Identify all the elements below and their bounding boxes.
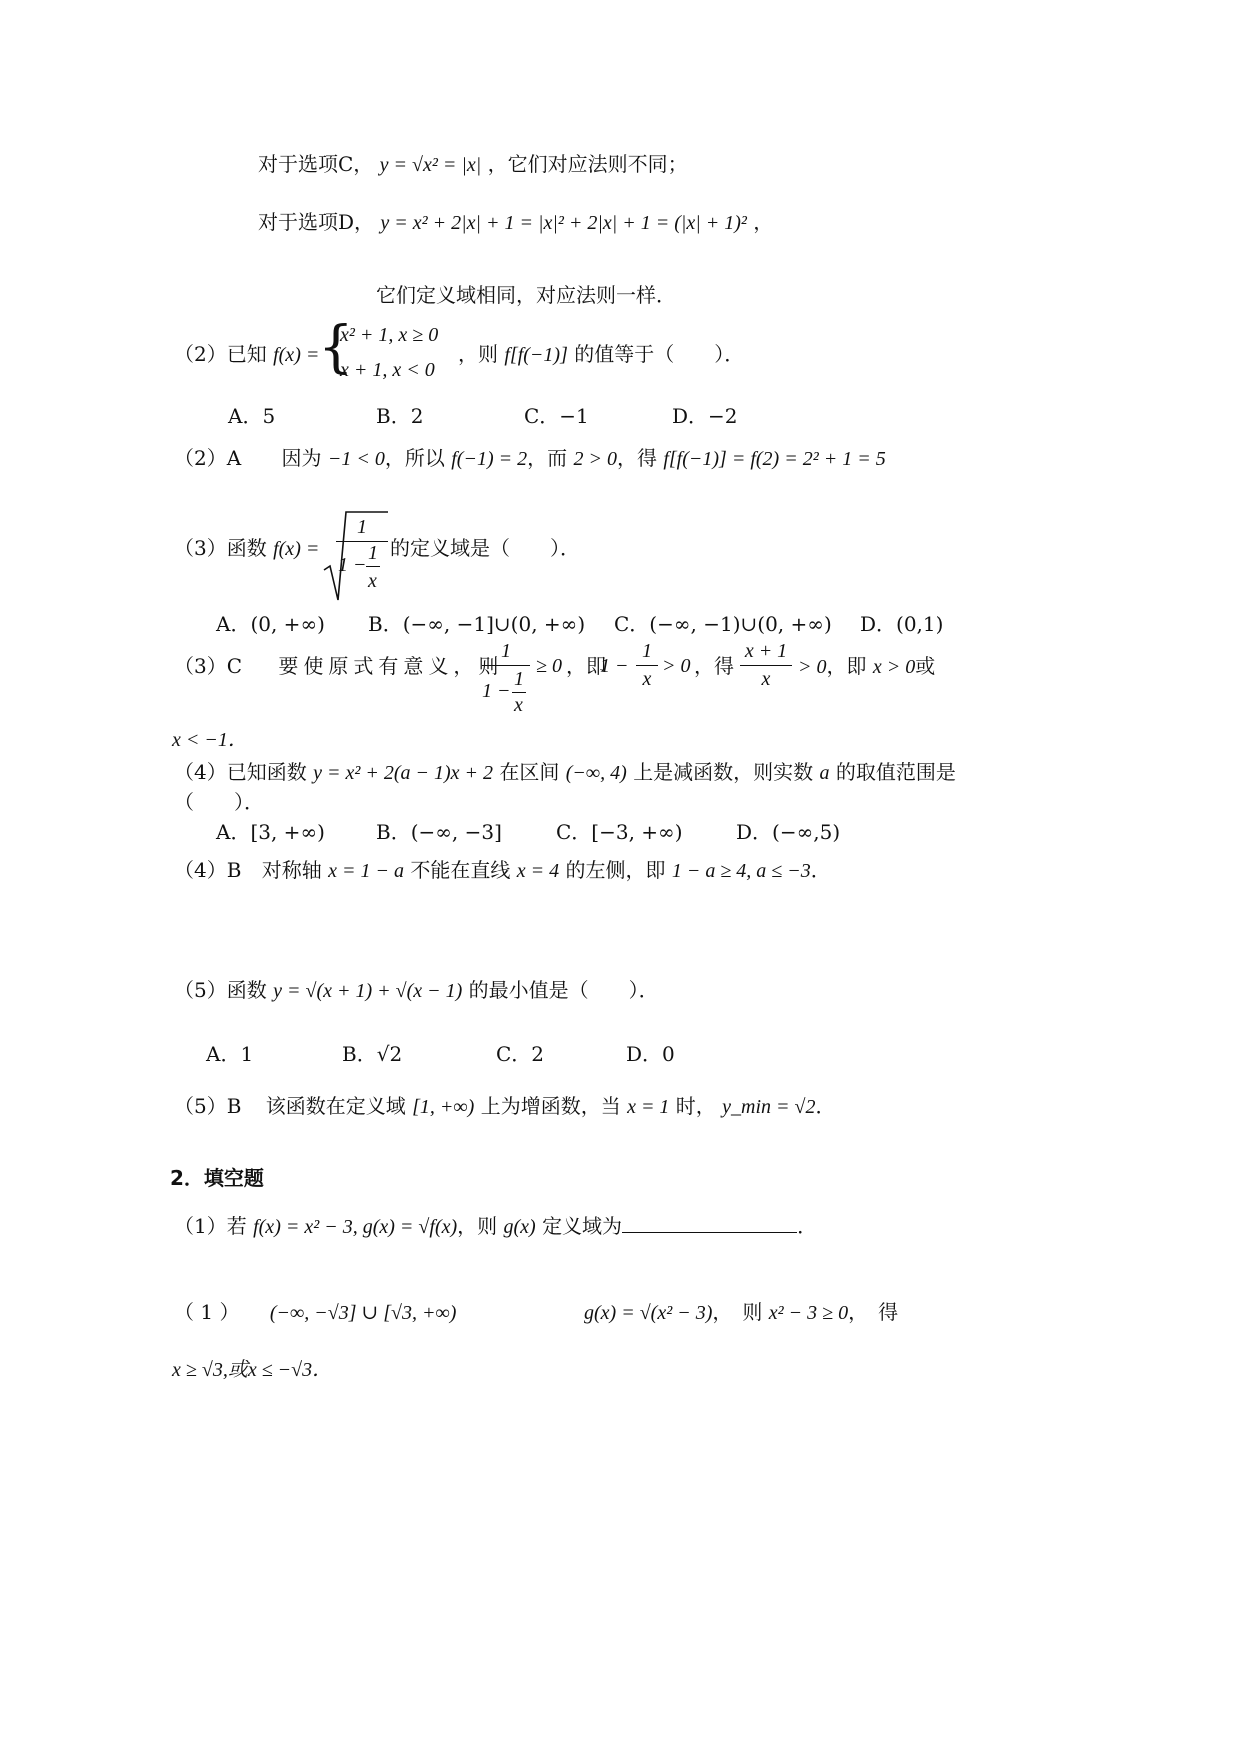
numerator: 1 [642,640,652,662]
question-4-answer [174,858,831,883]
numerator: 1 [357,516,367,538]
math-expression: −1 < 0 [327,448,385,470]
question-3-suffix: 的定义域是（ ）． [390,536,580,560]
piecewise-brace: { [318,315,354,380]
question-4-paren: （ ）． [174,790,264,814]
option-a: A．1 [206,1042,254,1066]
text: ， [753,210,774,234]
math-expression: y = x² + 2(a − 1)x + 2 [313,762,494,784]
text: 在区间 [499,760,560,784]
answer-blank [622,1212,797,1233]
math-expression: x = 1 [627,1096,670,1118]
text: （3）函数 [174,536,267,560]
text: ，则 [457,1214,498,1238]
numerator: x + 1 [744,640,788,662]
piecewise-case-1: x² + 1, x ≥ 0 [340,324,439,346]
question-2-prefix [174,342,319,367]
text: （1）若 [174,1214,247,1238]
denominator: x [761,668,771,690]
option-c: C．2 [496,1042,545,1066]
math-variable: a [819,762,830,784]
text: （5）函数 [174,978,267,1002]
answer-label: （3）C [174,654,243,678]
math-expression: > 0 [798,656,827,678]
option-d: D．0 [626,1042,675,1066]
denominator: x [642,668,652,690]
math-expression: f(x) = x² − 3, g(x) = √f(x) [253,1216,458,1238]
question-4 [174,760,956,785]
math-expression: y = x² + 2|x| + 1 = |x|² + 2|x| + 1 = (|x| + 1)² [380,212,747,234]
text: 要使原式有意义，则 [278,654,504,678]
math-expression: f[f(−1)] = f(2) = 2² + 1 = 5 [663,448,886,470]
text: 或 [915,654,936,678]
text: 的左侧，即 [565,858,666,882]
fill-answer-1-continued: x ≥ √3,或x ≤ −√3． [172,1359,333,1381]
option-d: D．(−∞,5) [736,820,841,844]
math-expression: > 0 [662,655,691,677]
math-expression: g(x) [503,1216,536,1238]
math-expression: [1, +∞) [412,1096,475,1118]
question-3-fraction [336,516,388,594]
fill-question-1 [174,1212,817,1239]
text: ． [815,1094,836,1118]
question-2-options [228,400,1028,426]
math-expression: x = 1 − a [328,860,405,882]
math-expression: 1 − a ≥ 4, a ≤ −3 [671,860,811,882]
option-c: C．−1 [524,404,589,428]
option-b: B．(−∞, −1]∪(0, +∞) [368,612,586,636]
text: ． [797,1214,818,1238]
inner-numerator: 1 [368,542,378,564]
option-d: D．−2 [672,404,738,428]
text: 因为 [281,446,322,470]
question-5 [174,978,659,1003]
math-expression: f(x) = [273,538,320,560]
question-3-answer-fraction-2 [636,640,658,691]
text: ， 得 [848,1300,899,1324]
math-expression: x = 4 [516,860,560,882]
text: ． [810,858,831,882]
text: 上是减函数，则实数 [633,760,814,784]
math-expression: y = √(x + 1) + √(x − 1) [273,980,463,1002]
option-a: A．[3, +∞) [216,820,325,844]
question-3-answer [174,654,503,678]
option-b: B．(−∞, −3] [376,820,502,844]
option-d-conclusion: 它们定义域相同，对应法则一样． [376,283,676,307]
math-expression: x > 0 [872,656,916,678]
math-expression: ≥ 0 [536,655,562,677]
text: （2）已知 [174,342,267,366]
math-expression: f(x) = [273,344,320,366]
text: ，而 [527,446,568,470]
question-2-suffix [458,342,744,367]
question-3-answer-tail [798,654,935,679]
text: ，得 [694,654,734,678]
text: （4）已知函数 [174,760,307,784]
option-c: C．(−∞, −1)∪(0, +∞) [614,612,832,636]
option-b: B．2 [376,404,424,428]
question-3-answer-fraction-3 [740,640,792,691]
math-expression: y_min = √2 [722,1096,816,1118]
text: 该函数在定义域 [265,1094,406,1118]
math-expression: x² − 3 ≥ 0 [768,1302,849,1324]
text: 的最小值是（ ）． [468,978,659,1002]
math-expression: y = √x² = |x| [379,154,482,176]
text: ， 则 [712,1300,763,1324]
denominator: 1 − [482,680,511,702]
question-3-prefix [174,536,319,561]
text: 时， [675,1094,716,1118]
question-2-answer [174,446,886,471]
math-expression: f[f(−1)] [504,344,568,366]
text: ，它们对应法则不同； [487,152,688,176]
text: ，则 [458,342,498,366]
answer-label: （2）A [174,446,242,470]
text: ，得 [616,446,657,470]
denominator: 1 − 1 x [338,542,378,592]
option-d-analysis [258,210,773,235]
math-expression: g(x) = √(x² − 3) [584,1302,713,1324]
inner-denominator: x [368,570,377,592]
inner-denominator: x [514,694,523,716]
option-a: A．5 [228,404,276,428]
answer-label: （ 1 ） [174,1300,240,1324]
question-4-options [216,816,1116,842]
piecewise-case-2: x + 1, x < 0 [340,359,435,381]
text: ，即 [566,654,606,678]
text: ，即 [826,654,867,678]
answer-label: （4）B [174,858,242,882]
text: 定义域为 [542,1214,623,1238]
text: 对于选项C， [258,152,374,176]
math-expression: 1 − [600,655,629,677]
text: 的取值范围是 [835,760,956,784]
question-3-answer-fraction-1 [482,640,530,714]
text: 对称轴 [261,858,322,882]
text: 上为增函数，当 [480,1094,621,1118]
question-3-answer-continued: x < −1． [172,729,248,751]
math-expression: (−∞, 4) [565,762,627,784]
option-c-analysis [258,152,688,177]
question-5-options [206,1038,906,1064]
text: 的值等于（ ）． [574,342,745,366]
question-5-answer [174,1094,836,1119]
question-3-options [216,608,1156,634]
fill-answer-1 [174,1300,456,1325]
text: ，所以 [384,446,445,470]
fill-answer-1-derivation [584,1300,898,1325]
option-a: A．(0, +∞) [216,612,325,636]
answer-label: （5）B [174,1094,242,1118]
text: 不能在直线 [410,858,511,882]
option-c: C．[−3, +∞) [556,820,683,844]
math-expression: (−∞, −√3] ∪ [√3, +∞) [269,1302,457,1324]
inner-numerator: 1 [514,668,524,690]
option-b: B．√2 [342,1042,403,1066]
numerator: 1 [501,640,511,662]
section-heading: 2．填空题 [170,1166,264,1190]
text: 对于选项D， [258,210,375,234]
math-expression: f(−1) = 2 [451,448,528,470]
math-expression: 2 > 0 [573,448,617,470]
option-d: D．(0,1) [860,612,944,636]
